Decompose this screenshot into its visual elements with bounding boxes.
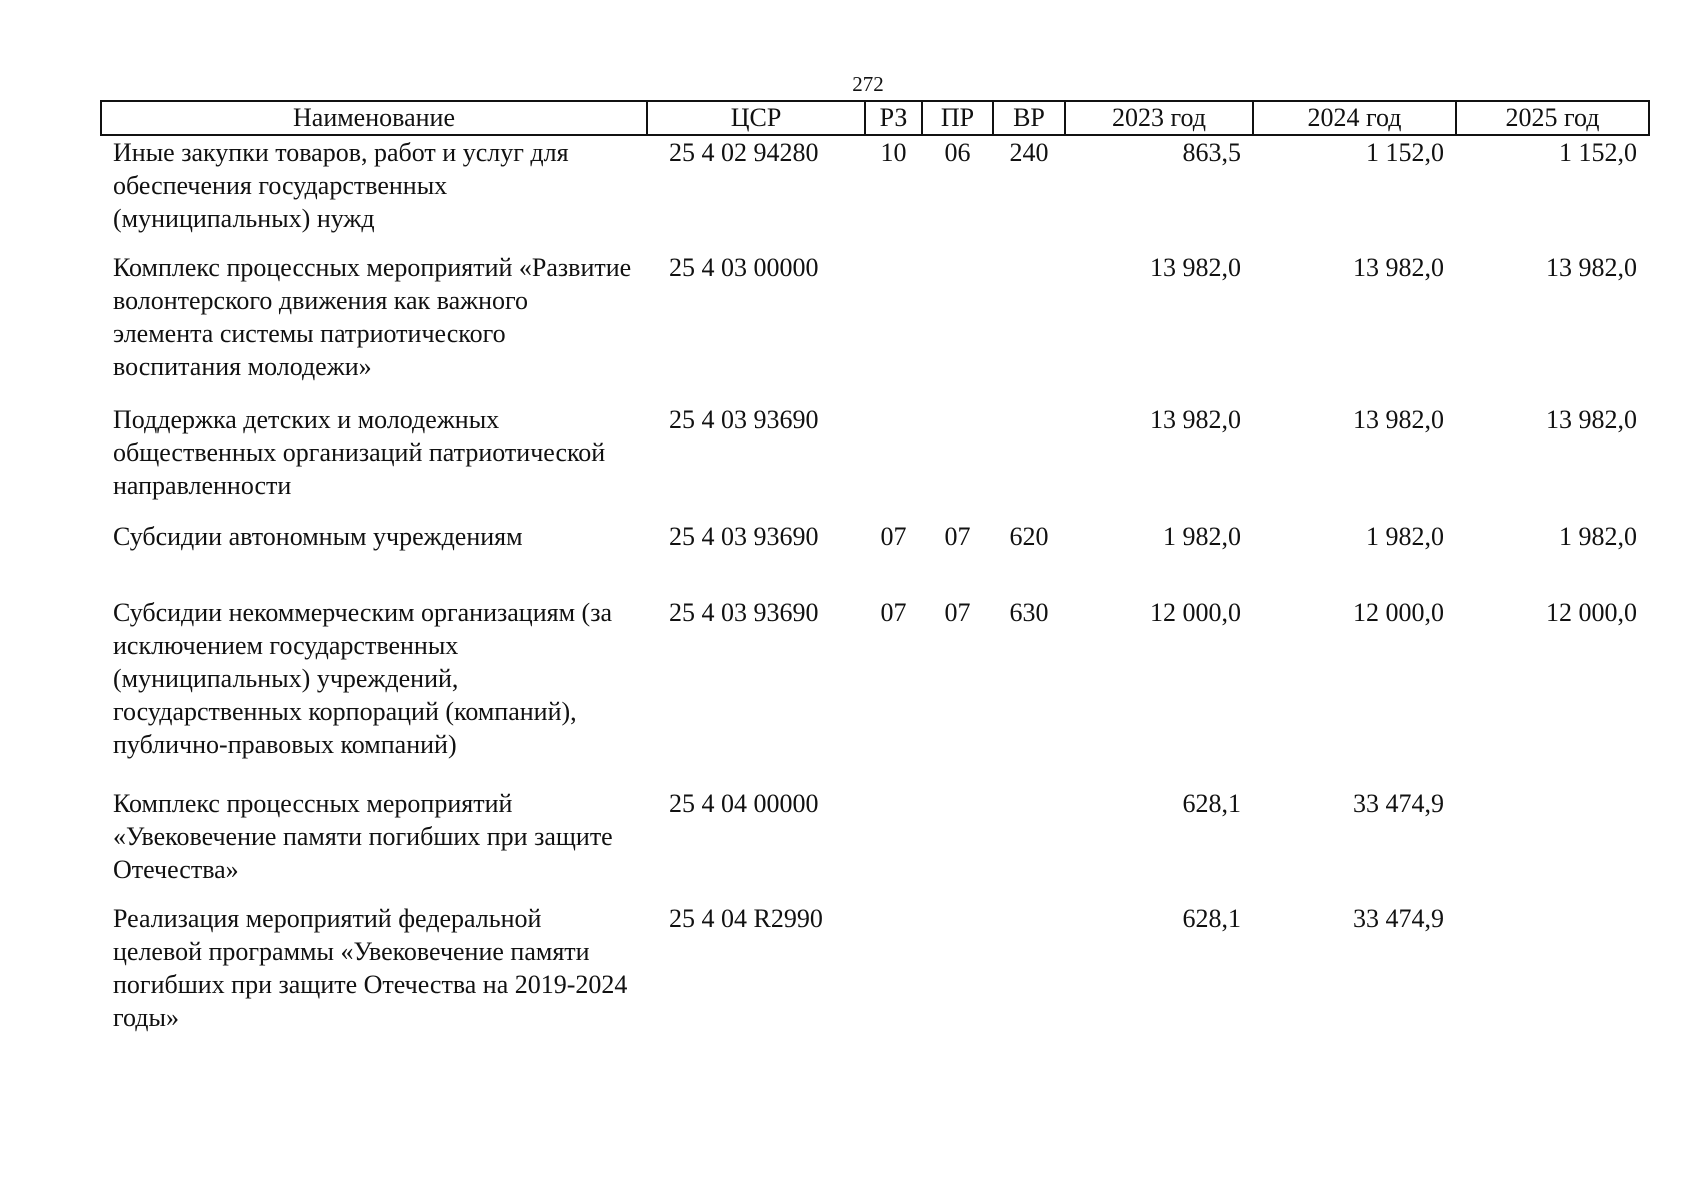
row-name: Иные закупки товаров, работ и услуг для обеспечения государственных (муниципальных) нужд — [113, 138, 569, 233]
table-row — [101, 520, 1649, 596]
row-name: Поддержка детских и молодежных общественных организаций патриотической направленности — [113, 405, 606, 500]
row-pr: 07 — [944, 598, 971, 627]
row-pr — [922, 787, 993, 902]
row-rz — [865, 787, 922, 902]
row-vr — [993, 403, 1065, 520]
row-2025 — [1456, 902, 1649, 1034]
page-number: 272 — [852, 72, 884, 96]
row-csr: 25 4 03 93690 — [669, 405, 819, 434]
budget-table — [100, 100, 1650, 1034]
row-name: Реализация мероприятий федеральной целевой программы «Увековечение памяти погибших при защите Отечества на 2019-2024 годы» — [113, 904, 628, 1032]
table-row — [101, 596, 1649, 787]
row-vr — [993, 787, 1065, 902]
row-csr: 25 4 02 94280 — [669, 138, 819, 167]
row-name: Комплекс процессных мероприятий «Увековечение памяти погибших при защите Отечества» — [113, 789, 613, 884]
header-vr: ВР — [993, 101, 1065, 135]
row-csr: 25 4 04 R2990 — [669, 904, 823, 933]
header-csr: ЦСР — [647, 101, 865, 135]
row-2023: 13 982,0 — [1150, 253, 1241, 282]
table-row — [101, 135, 1649, 251]
row-2025: 13 982,0 — [1546, 253, 1637, 282]
row-csr: 25 4 03 93690 — [669, 598, 819, 627]
row-pr — [922, 902, 993, 1034]
row-2023: 13 982,0 — [1150, 405, 1241, 434]
row-vr: 630 — [1009, 598, 1049, 627]
row-rz: 07 — [880, 598, 907, 627]
table-row — [101, 787, 1649, 902]
row-vr: 240 — [1009, 138, 1049, 167]
row-2024: 12 000,0 — [1353, 598, 1444, 627]
header-name: Наименование — [101, 101, 647, 135]
row-2025: 12 000,0 — [1546, 598, 1637, 627]
row-csr: 25 4 03 00000 — [669, 253, 819, 282]
row-rz: 07 — [880, 522, 907, 551]
row-vr — [993, 251, 1065, 403]
row-pr — [922, 403, 993, 520]
row-2023: 12 000,0 — [1150, 598, 1241, 627]
header-2023: 2023 год — [1065, 101, 1253, 135]
row-2023: 1 982,0 — [1163, 522, 1241, 551]
row-rz — [865, 251, 922, 403]
row-name: Субсидии автономным учреждениям — [113, 522, 523, 551]
table-row — [101, 251, 1649, 403]
row-2023: 863,5 — [1182, 138, 1241, 167]
row-pr: 07 — [944, 522, 971, 551]
row-2025: 1 982,0 — [1559, 522, 1637, 551]
row-2024: 13 982,0 — [1353, 405, 1444, 434]
row-2023: 628,1 — [1182, 789, 1241, 818]
row-2025: 13 982,0 — [1546, 405, 1637, 434]
row-name: Субсидии некоммерческим организациям (за исключением государственных (муниципальных) учреждений, государственных корпораций (компаний), публично-правовых компаний) — [113, 598, 613, 759]
table-header-row — [101, 101, 1649, 135]
row-csr: 25 4 03 93690 — [669, 522, 819, 551]
header-2025: 2025 год — [1456, 101, 1649, 135]
row-2024: 33 474,9 — [1353, 789, 1444, 818]
row-csr: 25 4 04 00000 — [669, 789, 819, 818]
row-2025: 1 152,0 — [1559, 138, 1637, 167]
table-row — [101, 403, 1649, 520]
header-rz: РЗ — [865, 101, 922, 135]
row-2024: 1 152,0 — [1366, 138, 1444, 167]
row-name: Комплекс процессных мероприятий «Развитие волонтерского движения как важного элемента системы патриотического воспитания молодежи» — [113, 253, 632, 381]
row-2023: 628,1 — [1182, 904, 1241, 933]
row-2024: 1 982,0 — [1366, 522, 1444, 551]
row-rz — [865, 403, 922, 520]
row-pr: 06 — [944, 138, 971, 167]
row-vr: 620 — [1009, 522, 1049, 551]
header-2024: 2024 год — [1253, 101, 1456, 135]
row-vr — [993, 902, 1065, 1034]
row-pr — [922, 251, 993, 403]
row-rz — [865, 902, 922, 1034]
row-2025 — [1456, 787, 1649, 902]
table-row — [101, 902, 1649, 1034]
row-2024: 33 474,9 — [1353, 904, 1444, 933]
row-2024: 13 982,0 — [1353, 253, 1444, 282]
header-pr: ПР — [922, 101, 993, 135]
row-rz: 10 — [880, 138, 907, 167]
